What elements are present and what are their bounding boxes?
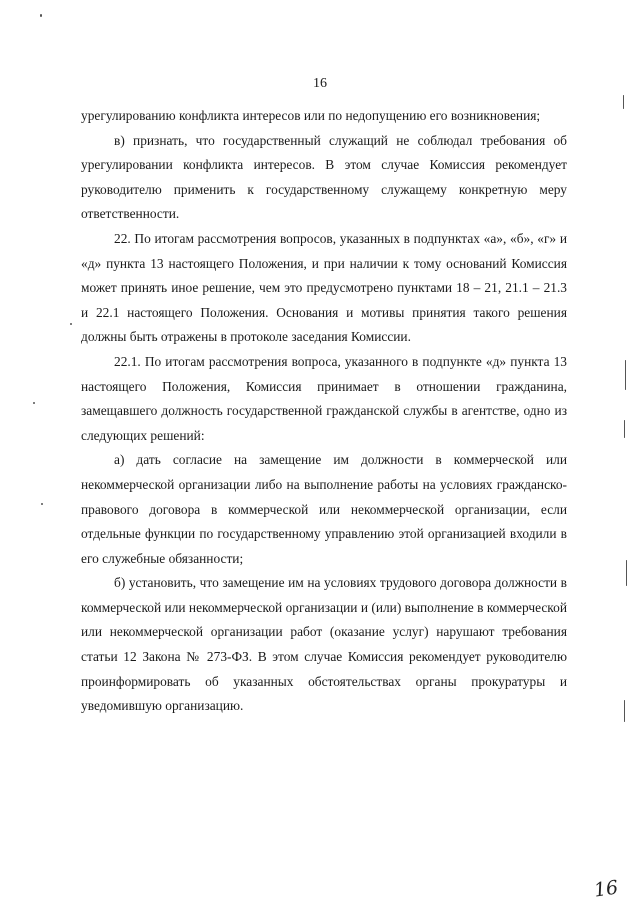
scan-edge-mark [624,700,625,722]
scan-speck [70,323,72,325]
scan-speck [33,402,35,404]
paragraph-clause-22: 22. По итогам рассмотрения вопросов, указанных в подпунктах «а», «б», «г» и «д» пункта 13 настоящего Положения, и при наличии к тому оснований Комиссия может принять иное решение, чем это предусмотрено пунктами 18 – 21, 21.1 – 21.3 и 22.1 настоящего Положения. Основания и мотивы принятия такого решения должны быть отражены в протоколе заседания Комиссии. [81,230,567,345]
document-body [81,104,567,719]
scan-edge-mark [624,420,625,438]
scan-speck [40,14,42,17]
scan-edge-mark [623,95,624,109]
scan-speck [41,503,43,505]
paragraph-item-v: в) признать, что государственный служащий не соблюдал требования об урегулировании конфликта интересов. В этом случае Комиссия рекомендует руководителю применить к государственному служащему конкретную меру ответственности. [81,132,567,222]
paragraph-clause-22-1: 22.1. По итогам рассмотрения вопроса, указанного в подпункте «д» пункта 13 настоящего Положения, Комиссия принимает в отношении гражданина, замещавшего должность государственной гражданской службы в агентстве, одно из следующих решений: [81,353,567,443]
paragraph-item-b: б) установить, что замещение им на условиях трудового договора должности в коммерческой или некоммерческой организации и (или) выполнение в коммерческой или некоммерческой организации работ (оказание услуг) нарушают требования статьи 12 Закона № 273-ФЗ. В этом случае Комиссия рекомендует руководителю проинформировать об указанных обстоятельствах органы прокуратуры и уведомившую организацию. [81,575,567,714]
handwritten-page-number: 16 [592,876,620,902]
page-number: 16 [313,76,327,91]
scan-edge-mark [626,560,627,586]
scan-edge-mark [625,360,626,390]
paragraph-item-a: а) дать согласие на замещение им должности в коммерческой или некоммерческой организации либо на выполнение работы на условиях гражданско-правового договора в коммерческой или некоммерческой организации, если отдельные функции по государственному управлению этой организацией входили в его служебные обязанности; [81,452,567,566]
paragraph-continuation: урегулированию конфликта интересов или по недопущению его возникновения; [81,108,541,123]
